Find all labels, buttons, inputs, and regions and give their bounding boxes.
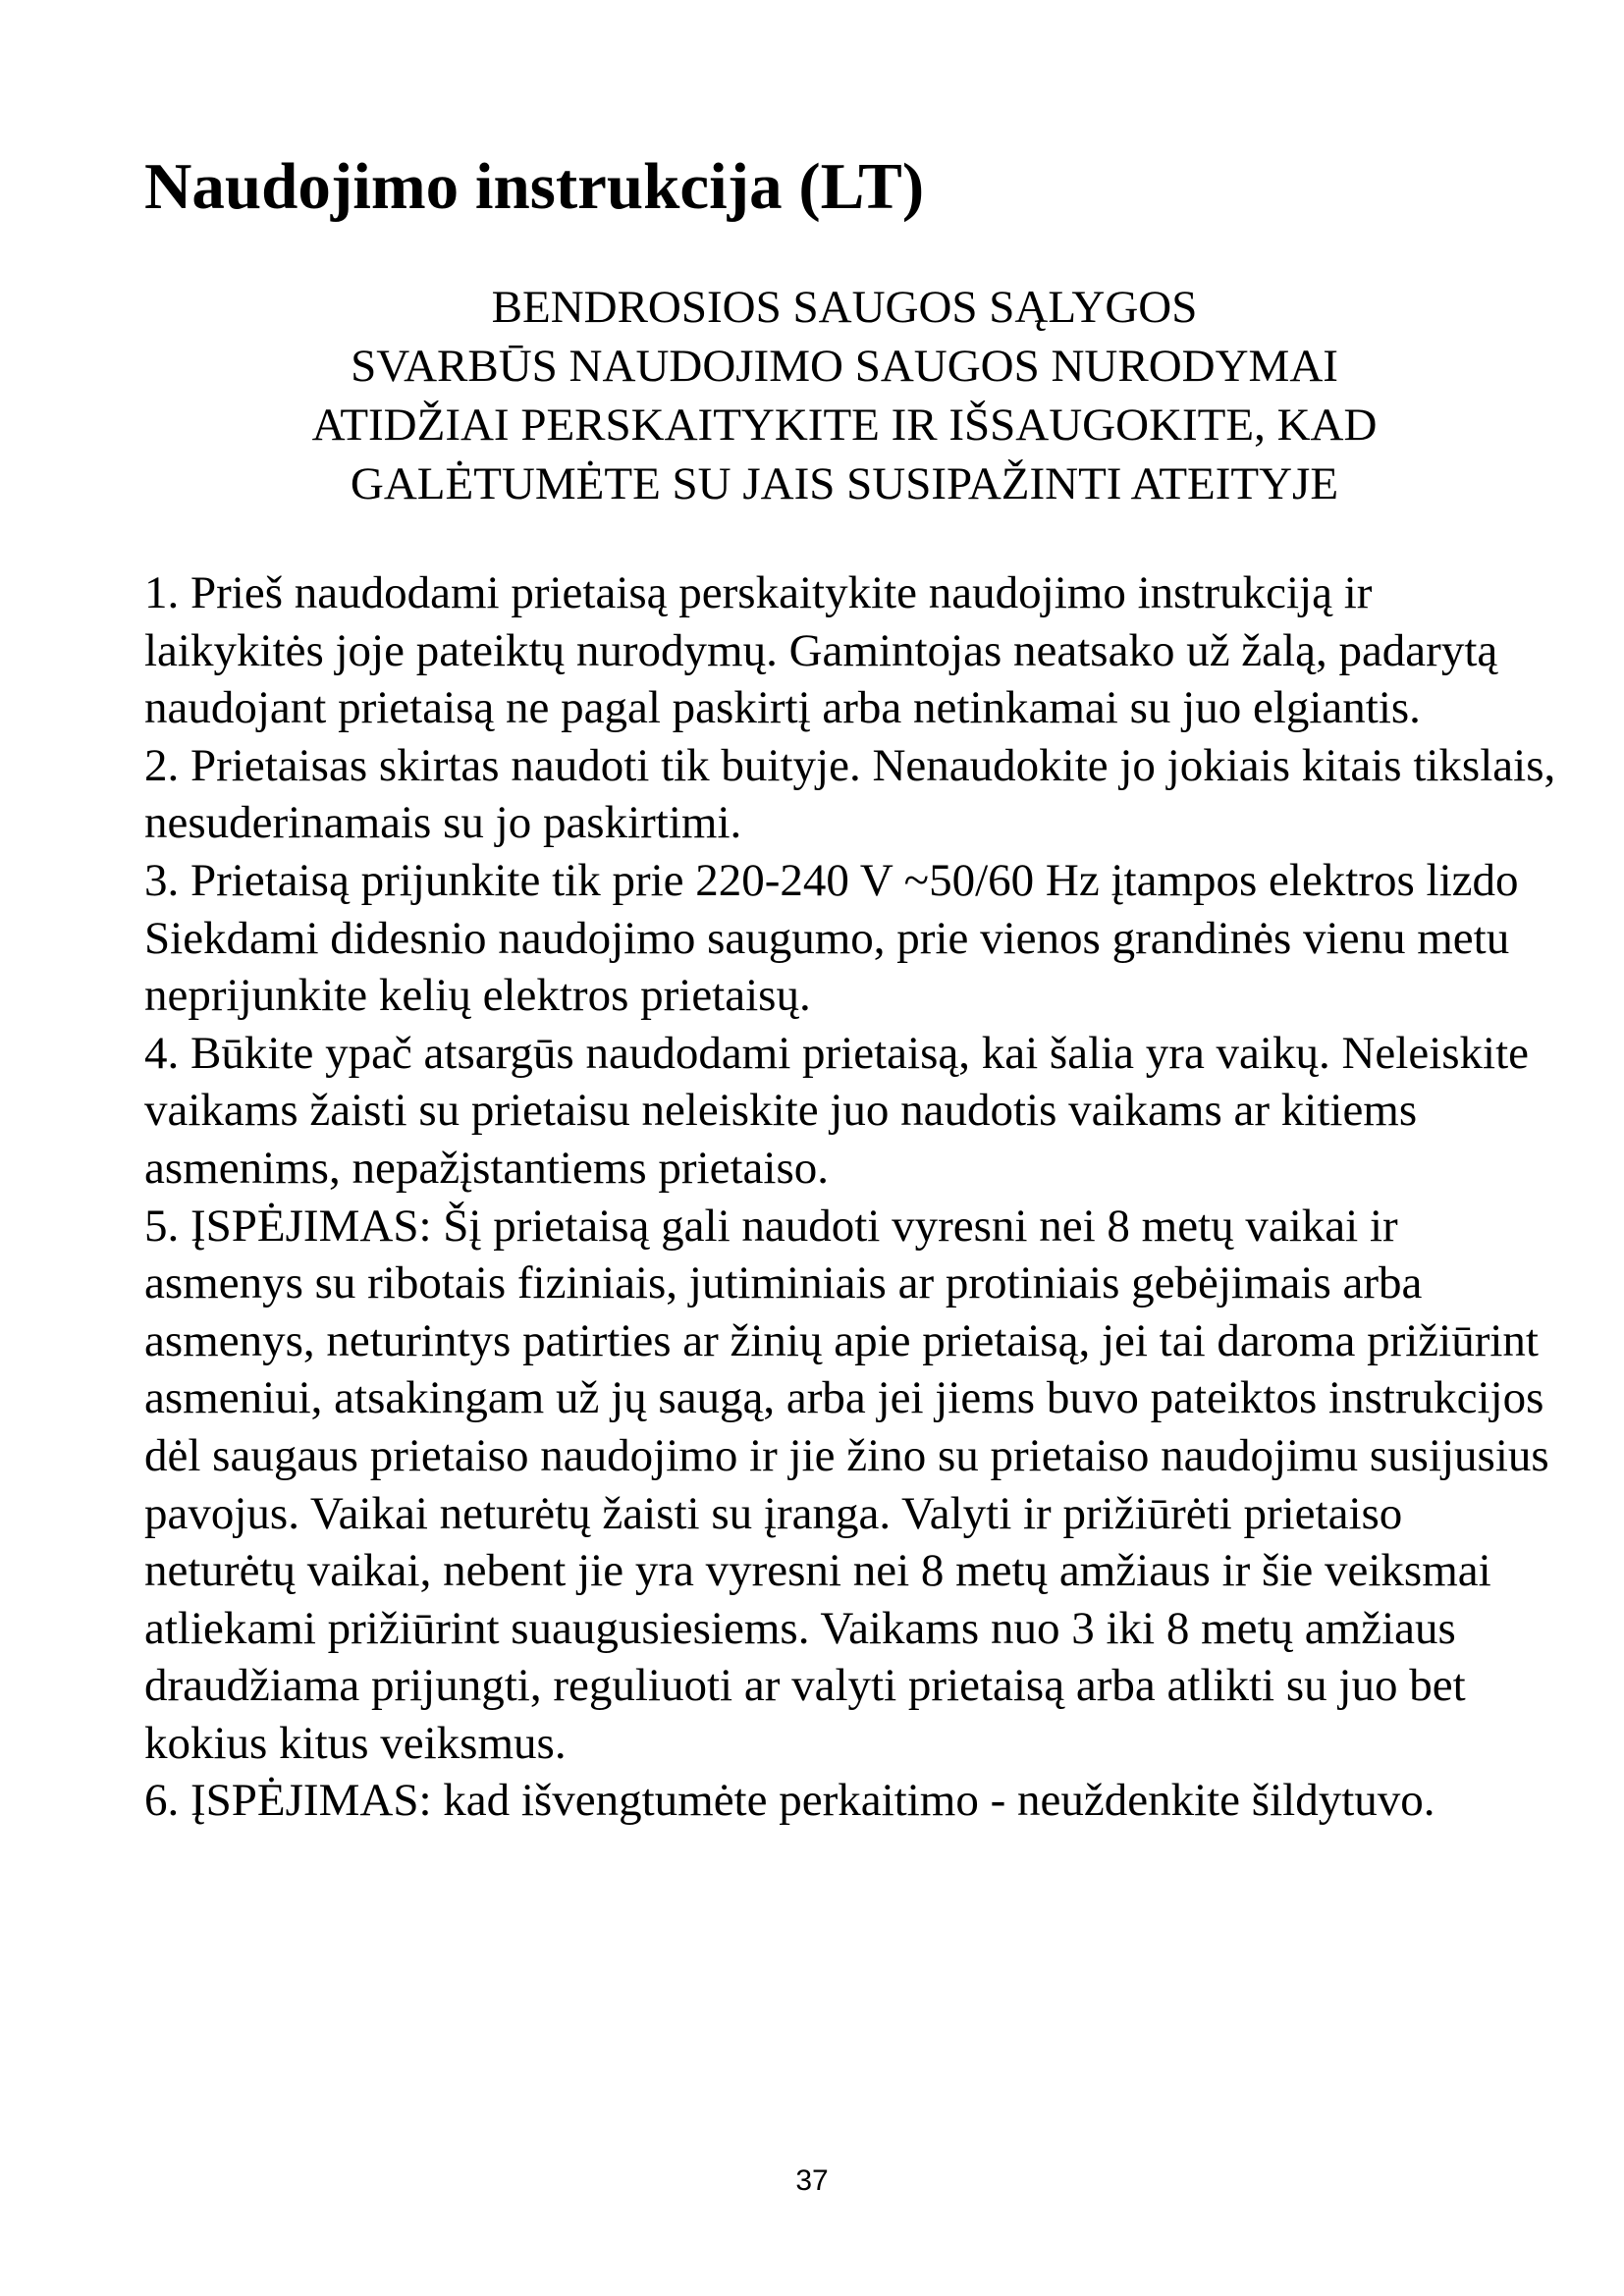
page-title: Naudojimo instrukcija (LT)	[144, 150, 925, 223]
instruction-paragraph: 2. Prietaisas skirtas naudoti tik buityje. Nenaudokite jo jokiais kitais tikslais, nesuderinamais su jo paskirtimi.	[144, 739, 1556, 849]
instruction-paragraph: 5. ĮSPĖJIMAS: Šį prietaisą gali naudoti vyresni nei 8 metų vaikai ir asmenys su ribotais fiziniais, jutiminiais ar protiniais gebėjimais arba asmenys, neturintys patirties ar žinių apie prietaisą, jei tai daroma prižiūrint asmeniui, atsakingam už jų saugą, arba jei jiems buvo pateiktos instrukcijos dėl saugaus prietaiso naudojimo ir jie žino su prietaiso naudojimu susijusius pavojus. Vaikai neturėtų žaisti su įranga. Valyti ir prižiūrėti prietaiso neturėtų vaikai, nebent jie yra vyresni nei 8 metų amžiaus ir šie veiksmai atliekami prižiūrint suaugusiesiems. Vaikams nuo 3 iki 8 metų amžiaus draudžiama prijungti, reguliuoti ar valyti prietaisą arba atlikti su juo bet kokius kitus veiksmus.	[144, 1200, 1549, 1769]
instruction-paragraph: 1. Prieš naudodami prietaisą perskaitykite naudojimo instrukciją ir laikykitės joje pateiktų nurodymų. Gamintojas neatsako už žalą, padarytą naudojant prietaisą ne pagal paskirtį arba netinkamai su juo elgiantis.	[144, 567, 1498, 734]
heading-line: GALĖTUMĖTE SU JAIS SUSIPAŽINTI ATEITYJE	[350, 458, 1339, 509]
instruction-paragraph: Siekdami didesnio naudojimo saugumo, prie vienos grandinės vienu metu neprijunkite kelių elektros prietaisų.	[144, 912, 1510, 1022]
heading-line: ATIDŽIAI PERSKAITYKITE IR IŠSAUGOKITE, KAD	[311, 400, 1378, 451]
heading-line: BENDROSIOS SAUGOS SĄLYGOS	[491, 282, 1198, 333]
page-number: 37	[795, 2164, 829, 2197]
instruction-paragraph: 3. Prietaisą prijunkite tik prie 220-240 V ~50/60 Hz įtampos elektros lizdo	[144, 854, 1519, 906]
safety-headings	[144, 278, 1544, 513]
instruction-paragraph: 6. ĮSPĖJIMAS: kad išvengtumėte perkaitimo - neuždenkite šildytuvo.	[144, 1775, 1435, 1827]
instruction-paragraph: 4. Būkite ypač atsargūs naudodami prietaisą, kai šalia yra vaikų. Neleiskite vaikams žaisti su prietaisu neleiskite juo naudotis vaikams ar kitiems asmenims, nepažįstantiems prietaiso.	[144, 1027, 1530, 1194]
heading-line: SVARBŪS NAUDOJIMO SAUGOS NURODYMAI	[351, 341, 1338, 392]
instructions-body	[144, 564, 1558, 1830]
